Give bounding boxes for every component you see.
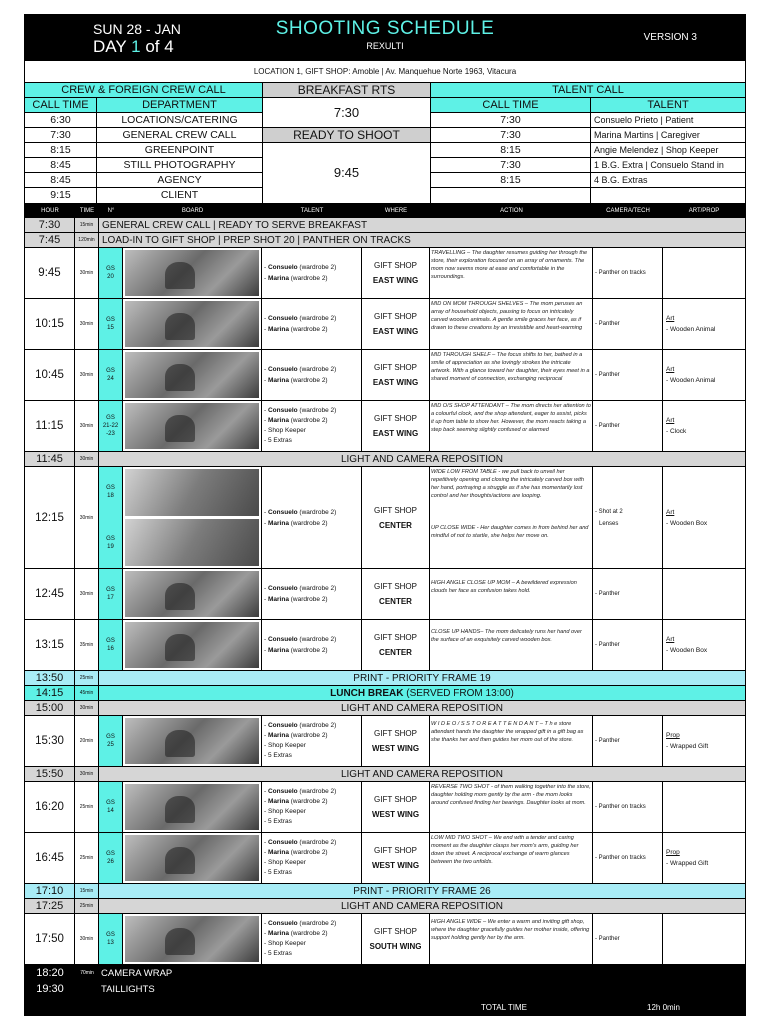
ready-time: 9:45 xyxy=(333,165,360,180)
storyboard-frame xyxy=(123,620,262,670)
storyboard-frame xyxy=(123,350,262,400)
storyboard-frame xyxy=(123,299,262,349)
banner-row: 17:10 15min PRINT - PRIORITY FRAME 26 xyxy=(25,884,745,899)
talent-call-table xyxy=(431,83,745,203)
action-text: HIGH ANGLE WIDE – We enter a warm and inviting gift shop, where the daughter gracefully guides her mother inside, offering support holding gently her by the arm. xyxy=(430,914,593,964)
scene-row: 12:15 30min GS 18 GS 19 - Consuelo (wardrobe 2) - Marina (wardrobe 2) GIFT SHOP CENTER WIDE LOW FROM TABLE - we pull back to unveil her repetitively opening and closing the intricately carved box with her hand, portraying a struggle as if she has momentarily lost control and her thoughts/actions are looping. UP CLOSE WIDE - Her daughter comes in from behind her and mindful of not to startle, she helps her move on. - Shot at 2 Lenses Art - Wooden Box xyxy=(25,467,745,569)
scene-number: GS 14 xyxy=(99,782,123,832)
scene-row: 9:45 30min GS 20 - Consuelo (wardrobe 2) - Marina (wardrobe 2) GIFT SHOP EAST WING TRAVELLING – The daughter resumes guiding her through the store, their exploration focused on an array of ornaments. The mom now seems more at ease and comfortable in the surroundings. - Panther on tracks xyxy=(25,248,745,299)
banner-row: 17:25 25min LIGHT AND CAMERA REPOSITION xyxy=(25,899,745,914)
scene-row: 12:45 30min GS 17 - Consuelo (wardrobe 2) - Marina (wardrobe 2) GIFT SHOP CENTER HIGH ANGLE CLOSE UP MOM – A bewildered expression clouds her face as confusion takes hold. - Panther xyxy=(25,569,745,620)
banner-row: 15:50 30min LIGHT AND CAMERA REPOSITION xyxy=(25,767,745,782)
talent-row: 8:15 4 B.G. Extras xyxy=(431,173,745,188)
scene-row: 10:15 30min GS 15 - Consuelo (wardrobe 2) - Marina (wardrobe 2) GIFT SHOP EAST WING MID ON MOM THROUGH SHELVES – The mom peruses an array of household objects, pausing to focus on intricately carved wooden animals. A gentle smile graces her face, as if drawn to these creations by an irresistible and heart-warming - Panther Art - Wooden Animal xyxy=(25,299,745,350)
action-text: HIGH ANGLE CLOSE UP MOM – A bewildered expression clouds her face as confusion takes hold. xyxy=(430,569,593,619)
taillights-row: 19:30 TAILLIGHTS xyxy=(36,983,155,995)
crew-heading: CREW & FOREIGN CREW CALL xyxy=(61,84,226,96)
talent-heading: TALENT CALL xyxy=(552,84,624,96)
talent-row: 7:30 1 B.G. Extra | Consuelo Stand in xyxy=(431,158,745,173)
schedule-column-header: HOUR TIME N° BOARD TALENT WHERE ACTION CAMERA/TECH ART/PROP xyxy=(25,204,745,218)
banner-row: 13:50 25min PRINT - PRIORITY FRAME 19 xyxy=(25,671,745,686)
storyboard-frame xyxy=(123,782,262,832)
storyboard-frame xyxy=(123,716,262,766)
production-name: REXULTI xyxy=(366,41,404,51)
scene-row: 15:30 20min GS 25 - Consuelo (wardrobe 2) - Marina (wardrobe 2) - Shop Keeper - 5 Extras GIFT SHOP WEST WING W I D E O / S S T O R E A T T E N D A N T – T h e store attendant hands the daughter the wrapped gift in a gift bag as she thanks her and then guides her mom out of the store. - Panther Prop - Wrapped Gift xyxy=(25,716,745,767)
scene-number: GS 15 xyxy=(99,299,123,349)
lunch-banner: 14:15 45min LUNCH BREAK (SERVED FROM 13:00) xyxy=(25,686,745,701)
scene-row: 16:45 25min GS 26 - Consuelo (wardrobe 2) - Marina (wardrobe 2) - Shop Keeper - 5 Extras GIFT SHOP WEST WING LOW MID TWO SHOT – We end with a tender and caring moment as the daughter clasps her mom's arm, guiding her down the street. A reciprocal exchange of warm glances between the two unfolds. - Panther on tracks Prop - Wrapped Gift xyxy=(25,833,745,884)
schedule-page xyxy=(24,14,746,1016)
page-title: SHOOTING SCHEDULE xyxy=(275,18,495,39)
storyboard-frame xyxy=(123,467,262,568)
crew-row: 8:15 GREENPOINT xyxy=(25,143,262,158)
crew-row: 8:45 AGENCY xyxy=(25,173,262,188)
banner-row: 7:45 120min LOAD-IN TO GIFT SHOP | PREP SHOT 20 | PANTHER ON TRACKS xyxy=(25,233,745,248)
action-text: MID ON MOM THROUGH SHELVES – The mom peruses an array of household objects, pausing to focus on intricately carved wooden animals. A gentle smile graces her face, as if drawn to these creations by an irresistible and heart-warming xyxy=(430,299,593,349)
action-text: TRAVELLING – The daughter resumes guiding her through the store, their exploration focused on an array of ornaments. The mom now seems more at ease and comfortable in the surroundings. xyxy=(430,248,593,298)
scene-row: 16:20 25min GS 14 - Consuelo (wardrobe 2) - Marina (wardrobe 2) - Shop Keeper - 5 Extras GIFT SHOP WEST WING REVERSE TWO SHOT - of them walking together into the store, daughter holding mom gently by the arm - the mom looks around confused finding her bearings. Daughter looks at mom. - Panther on tracks xyxy=(25,782,745,833)
scene-number: GS 13 xyxy=(99,914,123,964)
action-text: MID THROUGH SHELF – The focus shifts to her, bathed in a smile of appreciation as she lovingly strokes the intricate artwork. With a glance toward her daughter, their eyes meet in a shared moment of connection, exchanging reciprocal xyxy=(430,350,593,400)
crew-row: 9:15 CLIENT xyxy=(25,188,262,203)
crew-row: 6:30 LOCATIONS/CATERING xyxy=(25,113,262,128)
breakfast-heading: BREAKFAST RTS xyxy=(263,83,430,98)
wrap-row: 18:20 70min CAMERA WRAP xyxy=(36,967,173,979)
scene-row: 13:15 35min GS 16 - Consuelo (wardrobe 2) - Marina (wardrobe 2) GIFT SHOP CENTER CLOSE UP HANDS– The mom delicately runs her hand over the surface of an exquisitely carved wooden box. - Panther Art - Wooden Box xyxy=(25,620,745,671)
crew-row: 7:30 GENERAL CREW CALL xyxy=(25,128,262,143)
crew-row: 8:45 STILL PHOTOGRAPHY xyxy=(25,158,262,173)
meal-ready-block xyxy=(263,83,431,203)
total-time-label: TOTAL TIME xyxy=(481,1003,527,1012)
storyboard-frame xyxy=(123,401,262,451)
scene-number: GS 20 xyxy=(99,248,123,298)
scene-number: GS 18 GS 19 xyxy=(99,467,123,568)
scene-number: GS 25 xyxy=(99,716,123,766)
header xyxy=(25,15,745,61)
talent-row: 7:30 Consuelo Prieto | Patient xyxy=(431,113,745,128)
location-line: LOCATION 1, GIFT SHOP: Amoble | Av. Manquehue Norte 1963, Vitacura xyxy=(25,61,745,83)
crew-call-table xyxy=(25,83,263,203)
action-text: W I D E O / S S T O R E A T T E N D A N T – T h e store attendant hands the daughter the wrapped gift in a gift bag as she thanks her and then guides her mom out of the store. xyxy=(430,716,593,766)
talent-row-empty xyxy=(431,188,745,203)
scene-number: GS 26 xyxy=(99,833,123,883)
storyboard-frame xyxy=(123,833,262,883)
banner-row: 7:30 15min GENERAL CREW CALL | READY TO SERVE BREAKFAST xyxy=(25,218,745,233)
scene-number: GS 24 xyxy=(99,350,123,400)
action-text: WIDE LOW FROM TABLE - we pull back to unveil her repetitively opening and closing the intricately carved box with her hand, portraying a struggle as if she has momentarily lost control and her thoughts/actions are looping. UP CLOSE WIDE - Her daughter comes in from behind her and mindful of not to startle, she helps her move on. xyxy=(430,467,593,568)
day-label: DAY 1 of 4 xyxy=(93,37,174,56)
ready-heading: READY TO SHOOT xyxy=(263,128,430,143)
breakfast-time: 7:30 xyxy=(263,98,430,128)
version-label: VERSION 3 xyxy=(643,32,697,43)
crew-col-dept: DEPARTMENT xyxy=(142,99,217,111)
footer xyxy=(25,965,745,1016)
action-text: REVERSE TWO SHOT - of them walking together into the store, daughter holding mom gently by the arm - the mom looks around confused finding her bearings. Daughter looks at mom. xyxy=(430,782,593,832)
scene-number: GS 17 xyxy=(99,569,123,619)
total-time-value: 12h 0min xyxy=(647,1003,680,1012)
talent-col-name: TALENT xyxy=(647,99,689,111)
call-sheet xyxy=(25,83,745,204)
crew-col-time: CALL TIME xyxy=(25,98,97,112)
storyboard-frame xyxy=(123,569,262,619)
scene-row: 11:15 30min GS 21-22 -23 - Consuelo (wardrobe 2) - Marina (wardrobe 2) - Shop Keeper - 5 Extras GIFT SHOP EAST WING MID O/S SHOP ATTENDANT – The mom directs her attention to a colourful clock, and the shop attendant, eager to assist, picks it up from table to show her. However, the mom reacts taking a step back seeming slightly confused or alarmed - Panther Art - Clock xyxy=(25,401,745,452)
banner-row: 11:45 30min LIGHT AND CAMERA REPOSITION xyxy=(25,452,745,467)
banner-row: 15:00 30min LIGHT AND CAMERA REPOSITION xyxy=(25,701,745,716)
scene-row: 10:45 30min GS 24 - Consuelo (wardrobe 2) - Marina (wardrobe 2) GIFT SHOP EAST WING MID THROUGH SHELF – The focus shifts to her, bathed in a smile of appreciation as she lovingly strokes the intricate artwork. With a glance toward her daughter, their eyes meet in a shared moment of connection, exchanging reciprocal - Panther Art - Wooden Animal xyxy=(25,350,745,401)
action-text: MID O/S SHOP ATTENDANT – The mom directs her attention to a colourful clock, and the shop attendant, eager to assist, picks it up from table to show her. However, the mom reacts taking a step back seeming slightly confused or alarmed xyxy=(430,401,593,451)
shoot-date: SUN 28 - JAN xyxy=(93,21,181,37)
scene-number: GS 16 xyxy=(99,620,123,670)
talent-row: 7:30 Marina Martins | Caregiver xyxy=(431,128,745,143)
talent-col-time: CALL TIME xyxy=(431,98,591,112)
scene-number: GS 21-22 -23 xyxy=(99,401,123,451)
storyboard-frame xyxy=(123,914,262,964)
scene-row: 17:50 30min GS 13 - Consuelo (wardrobe 2) - Marina (wardrobe 2) - Shop Keeper - 5 Extras GIFT SHOP SOUTH WING HIGH ANGLE WIDE – We enter a warm and inviting gift shop, where the daughter gracefully guides her mother inside, offering support holding gently her by the arm. - Panther xyxy=(25,914,745,965)
storyboard-frame xyxy=(123,248,262,298)
action-text: LOW MID TWO SHOT – We end with a tender and caring moment as the daughter clasps her mom's arm, guiding her down the street. A reciprocal exchange of warm glances between the two unfolds. xyxy=(430,833,593,883)
talent-row: 8:15 Angie Melendez | Shop Keeper xyxy=(431,143,745,158)
action-text: CLOSE UP HANDS– The mom delicately runs her hand over the surface of an exquisitely carved wooden box. xyxy=(430,620,593,670)
